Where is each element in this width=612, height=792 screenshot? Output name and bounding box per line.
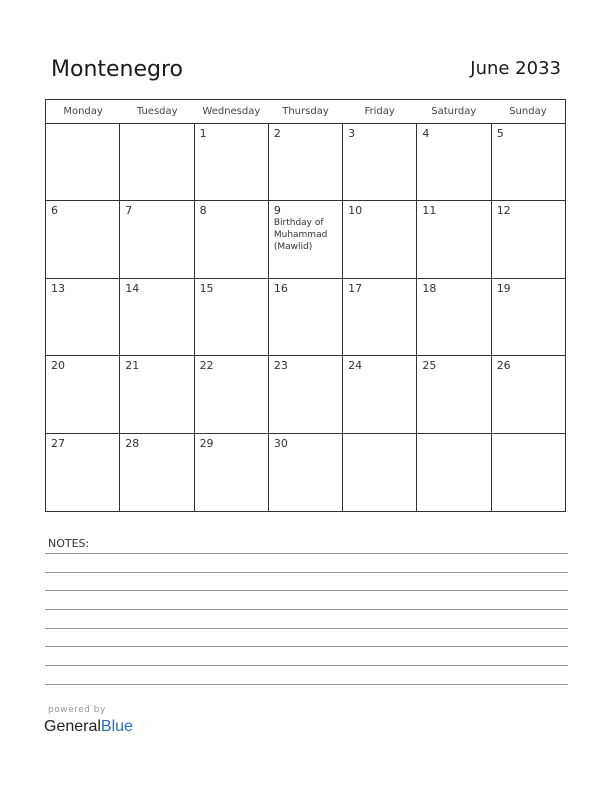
notes-label: NOTES:	[48, 537, 90, 550]
calendar-day-cell	[492, 201, 565, 277]
country-title: Montenegro	[51, 57, 184, 82]
day-number: 9	[273, 204, 281, 218]
holiday-event: Birthday of Muhammad (Mawlid)	[273, 218, 328, 253]
day-number: 27	[51, 436, 65, 450]
day-number: 26	[496, 359, 511, 373]
calendar-header	[46, 100, 565, 124]
day-name-monday: Monday	[63, 106, 103, 117]
day-number: 4	[422, 127, 430, 140]
calendar-day-cell	[195, 356, 269, 432]
calendar-day-cell	[343, 434, 417, 511]
note-line	[45, 553, 568, 554]
generalblue-logo	[44, 716, 133, 738]
day-number: 21	[125, 359, 140, 373]
powered-by-text: powered by	[48, 705, 106, 715]
day-number: 18	[422, 281, 437, 295]
day-number: 2	[273, 127, 281, 140]
calendar-day-cell	[120, 201, 194, 277]
day-number: 24	[348, 359, 363, 373]
day-number: 12	[496, 204, 511, 218]
calendar-day-cell	[492, 124, 565, 200]
calendar-week	[46, 201, 565, 278]
day-number: 5	[496, 127, 504, 140]
day-name-tuesday: Tuesday	[136, 106, 178, 117]
calendar-day-cell	[492, 434, 565, 511]
note-line	[45, 665, 568, 666]
brand-blue: Blue	[100, 718, 133, 735]
day-number: 29	[199, 436, 214, 450]
calendar-day-cell	[269, 279, 343, 355]
day-number: 7	[125, 204, 133, 218]
calendar-day-cell	[417, 356, 491, 432]
day-name-saturday: Saturday	[431, 106, 477, 117]
calendar-day-cell	[417, 201, 491, 277]
calendar-day-cell	[195, 124, 269, 200]
calendar-day-cell	[492, 279, 565, 355]
day-number: 3	[348, 127, 356, 140]
day-number: 20	[51, 359, 65, 373]
day-number: 8	[199, 204, 207, 218]
calendar-day-cell	[120, 279, 194, 355]
day-number: 23	[273, 359, 288, 373]
calendar-day-cell	[343, 279, 417, 355]
calendar-week	[46, 124, 565, 201]
day-number: 14	[125, 281, 140, 295]
day-number: 17	[348, 281, 363, 295]
day-number: 15	[199, 281, 214, 295]
note-line	[45, 590, 568, 591]
note-line	[45, 628, 568, 629]
calendar-day-cell	[492, 356, 565, 432]
calendar-week	[46, 356, 565, 433]
day-number: 1	[199, 127, 207, 140]
day-number: 11	[422, 204, 437, 218]
calendar-grid	[45, 99, 566, 512]
month-title: June 2033	[470, 58, 561, 79]
day-number: 28	[125, 436, 140, 450]
day-number: 30	[273, 436, 288, 450]
calendar-day-cell	[269, 356, 343, 432]
calendar-day-cell	[195, 434, 269, 511]
calendar-day-cell	[195, 279, 269, 355]
brand-general: General	[44, 718, 101, 735]
day-number: 16	[273, 281, 288, 295]
day-name-thursday: Thursday	[282, 106, 329, 117]
calendar-day-cell	[46, 356, 120, 432]
calendar-day-cell	[46, 434, 120, 511]
day-name-wednesday: Wednesday	[202, 106, 261, 117]
day-number: 22	[199, 359, 214, 373]
day-number: 10	[348, 204, 363, 218]
calendar-week	[46, 279, 565, 356]
calendar-day-cell	[269, 434, 343, 511]
calendar-day-cell	[417, 434, 491, 511]
calendar-day-cell	[120, 434, 194, 511]
day-number: 6	[51, 204, 58, 218]
note-line	[45, 646, 568, 647]
day-number: 13	[51, 281, 65, 295]
calendar-day-cell	[120, 356, 194, 432]
calendar-day-cell	[120, 124, 194, 200]
note-line	[45, 572, 568, 573]
calendar-day-cell	[269, 124, 343, 200]
calendar-day-cell	[343, 356, 417, 432]
note-line	[45, 609, 568, 610]
calendar-day-cell	[46, 279, 120, 355]
calendar-day-cell	[195, 201, 269, 277]
calendar-day-cell	[343, 201, 417, 277]
calendar-day-cell	[46, 201, 120, 277]
day-number: 25	[422, 359, 437, 373]
calendar-day-cell	[46, 124, 120, 200]
calendar-day-cell	[343, 124, 417, 200]
day-name-sunday: Sunday	[509, 106, 547, 117]
day-name-friday: Friday	[364, 106, 395, 117]
day-number: 19	[496, 281, 511, 295]
note-line	[45, 684, 568, 685]
calendar-day-cell	[417, 124, 491, 200]
calendar-day-cell	[269, 201, 343, 277]
calendar-week	[46, 434, 565, 511]
calendar-day-cell	[417, 279, 491, 355]
